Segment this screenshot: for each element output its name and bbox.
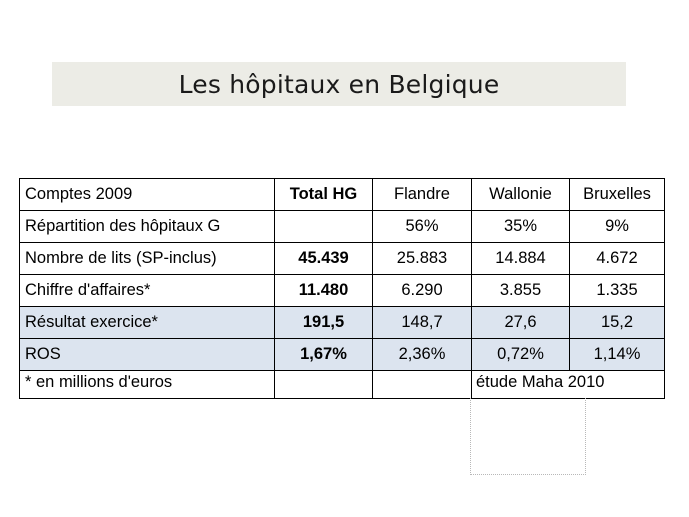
cell-bruxelles: 1.335 bbox=[570, 275, 665, 307]
footnote: * en millions d'euros bbox=[20, 371, 275, 399]
cell-flandre: 25.883 bbox=[373, 243, 472, 275]
cell-total-hg bbox=[275, 211, 373, 243]
cell-flandre: 148,7 bbox=[373, 307, 472, 339]
table-row bbox=[20, 211, 665, 243]
header-cell-total-hg: Total HG bbox=[275, 179, 373, 211]
cell-wallonie: 0,72% bbox=[472, 339, 570, 371]
row-label: Résultat exercice* bbox=[20, 307, 275, 339]
cell-wallonie: 35% bbox=[472, 211, 570, 243]
cell-total-hg: 191,5 bbox=[275, 307, 373, 339]
cell-total-hg: 11.480 bbox=[275, 275, 373, 307]
header-cell-flandre: Flandre bbox=[373, 179, 472, 211]
title-banner bbox=[52, 62, 626, 106]
cell-flandre: 56% bbox=[373, 211, 472, 243]
row-label: ROS bbox=[20, 339, 275, 371]
header-cell-comptes: Comptes 2009 bbox=[20, 179, 275, 211]
cell-total-hg: 45.439 bbox=[275, 243, 373, 275]
row-label: Répartition des hôpitaux G bbox=[20, 211, 275, 243]
cell-bruxelles: 4.672 bbox=[570, 243, 665, 275]
empty-cell bbox=[373, 371, 472, 399]
source-note: étude Maha 2010 bbox=[472, 371, 665, 399]
row-label: Chiffre d'affaires* bbox=[20, 275, 275, 307]
table-row-highlighted bbox=[20, 307, 665, 339]
page-title: Les hôpitaux en Belgique bbox=[178, 69, 500, 99]
cell-bruxelles: 15,2 bbox=[570, 307, 665, 339]
cell-total-hg: 1,67% bbox=[275, 339, 373, 371]
cell-wallonie: 3.855 bbox=[472, 275, 570, 307]
cell-wallonie: 27,6 bbox=[472, 307, 570, 339]
cell-flandre: 2,36% bbox=[373, 339, 472, 371]
cell-wallonie: 14.884 bbox=[472, 243, 570, 275]
dotted-placeholder-frame bbox=[470, 398, 586, 475]
header-cell-wallonie: Wallonie bbox=[472, 179, 570, 211]
empty-cell bbox=[275, 371, 373, 399]
hospital-accounts-table bbox=[19, 178, 665, 399]
cell-bruxelles: 1,14% bbox=[570, 339, 665, 371]
row-label: Nombre de lits (SP-inclus) bbox=[20, 243, 275, 275]
table-row-highlighted bbox=[20, 339, 665, 371]
cell-flandre: 6.290 bbox=[373, 275, 472, 307]
header-cell-bruxelles: Bruxelles bbox=[570, 179, 665, 211]
table-row bbox=[20, 275, 665, 307]
table-row bbox=[20, 243, 665, 275]
cell-bruxelles: 9% bbox=[570, 211, 665, 243]
table-header-row bbox=[20, 179, 665, 211]
table-footer-row bbox=[20, 371, 665, 399]
